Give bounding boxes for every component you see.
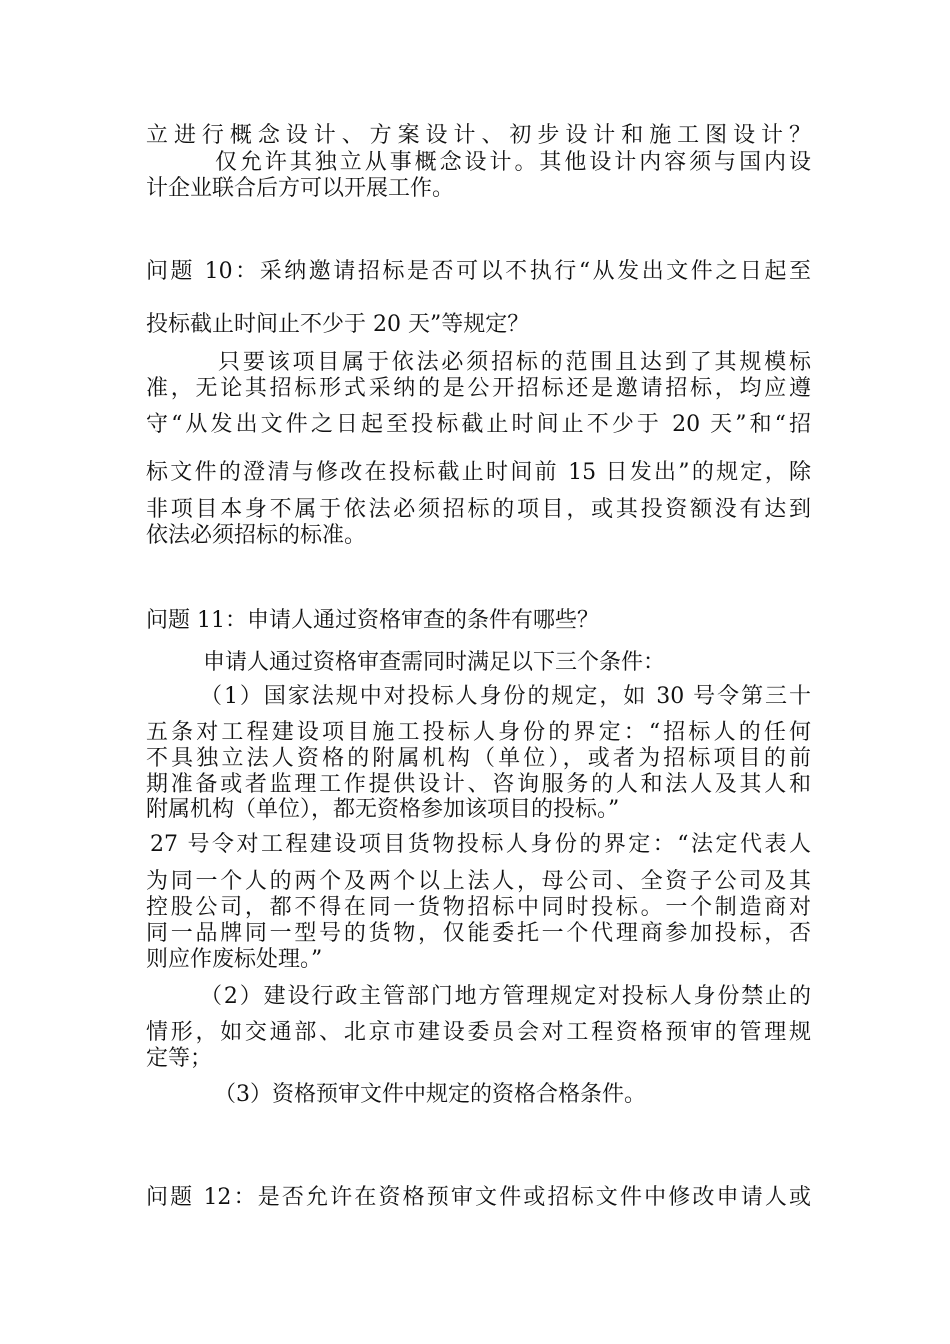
text-line: 五条对工程建设项目施工投标人身份的界定：“招标人的任何 xyxy=(146,720,811,745)
question-heading: 问题 12：是否允许在资格预审文件或招标文件中修改申请人或 xyxy=(146,1185,811,1210)
text-line: 控股公司，都不得在同一货物招标中同时投标。一个制造商对 xyxy=(146,895,811,920)
text-line: （2）建设行政主管部门地方管理规定对投标人身份禁止的 xyxy=(200,984,811,1009)
text-line: 守“从发出文件之日起至投标截止时间止不少于 20 天”和“招 xyxy=(146,412,811,437)
question-heading: 投标截止时间止不少于 20 天”等规定？ xyxy=(146,312,530,337)
text-line: 定等； xyxy=(146,1046,213,1071)
text-line: 非项目本身不属于依法必须招标的项目，或其投资额没有达到 xyxy=(146,497,811,522)
text-line: 附属机构（单位），都无资格参加该项目的投标。” xyxy=(146,797,620,822)
text-line: 情形，如交通部、北京市建设委员会对工程资格预审的管理规 xyxy=(146,1020,811,1045)
text-line: 计企业联合后方可以开展工作。 xyxy=(146,176,455,201)
text-line: 不具独立法人资格的附属机构（单位），或者为招标项目的前 xyxy=(146,746,811,771)
text-line: （3）资格预审文件中规定的资格合格条件。 xyxy=(214,1082,646,1107)
text-line: 27 号令对工程建设项目货物投标人身份的界定：“法定代表人 xyxy=(150,832,811,857)
text-line: 同一品牌同一型号的货物，仅能委托一个代理商参加投标，否 xyxy=(146,921,811,946)
question-heading: 问题 11：申请人通过资格审查的条件有哪些？ xyxy=(146,608,599,633)
text-line: 则应作废标处理。” xyxy=(146,947,323,972)
text-line: 准，无论其招标形式采纳的是公开招标还是邀请招标，均应遵 xyxy=(146,376,811,401)
text-line: 立进行概念设计、方案设计、初步设计和施工图设计？ xyxy=(146,123,811,148)
text-line: 只要该项目属于依法必须招标的范围且达到了其规模标 xyxy=(218,350,811,375)
question-heading: 问题 10：采纳邀请招标是否可以不执行“从发出文件之日起至 xyxy=(146,259,811,284)
text-line: 期准备或者监理工作提供设计、咨询服务的人和法人及其人和 xyxy=(146,772,811,797)
text-line: 为同一个人的两个及两个以上法人，母公司、全资子公司及其 xyxy=(146,869,811,894)
text-line: 标文件的澄清与修改在投标截止时间前 15 日发出”的规定，除 xyxy=(146,460,811,485)
text-line: 仅允许其独立从事概念设计。其他设计内容须与国内设 xyxy=(215,150,811,175)
text-line: 依法必须招标的标准。 xyxy=(146,523,367,548)
text-line: 申请人通过资格审查需同时满足以下三个条件： xyxy=(203,650,666,675)
text-line: （1）国家法规中对投标人身份的规定，如 30 号令第三十 xyxy=(200,684,811,709)
